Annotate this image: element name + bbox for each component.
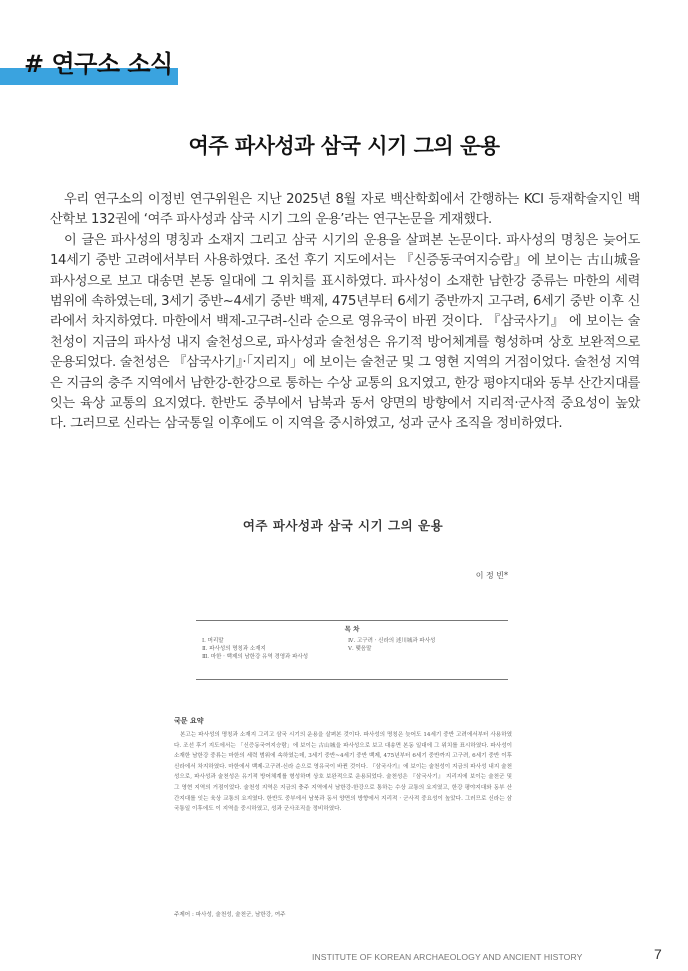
page-number: 7	[654, 946, 662, 962]
paper-page-image	[168, 508, 518, 938]
article-body	[50, 190, 640, 435]
paper-toc	[196, 620, 508, 680]
toc-item: Ⅳ. 고구려 · 신라의 述川城과 파사성	[348, 638, 436, 644]
toc-item: Ⅰ. 머리말	[202, 638, 224, 644]
toc-item: Ⅲ. 마한 · 백제의 남한강 유역 경영과 파사성	[202, 654, 309, 660]
toc-left-column	[202, 637, 308, 661]
paper-keywords: 주제어 : 파사성, 술천성, 술천군, 남한강, 여주	[174, 912, 286, 918]
paper-title: 여주 파사성과 삼국 시기 그의 운용	[242, 518, 444, 533]
abstract-heading: 국문 요약	[174, 716, 204, 725]
body-paragraph-1: 우리 연구소의 이정빈 연구위원은 지난 2025년 8월 자로 백산학회에서 간행하는 KCI 등재학술지인 백산학보 132권에 ‘여주 파사성과 삼국 시기 그의 운용’라는 연구논문을 게재했다.	[50, 192, 640, 228]
toc-heading: 목 차	[344, 625, 360, 633]
toc-right-column	[348, 637, 435, 653]
toc-item: Ⅴ. 맺음말	[348, 646, 372, 652]
article-title: 여주 파사성과 삼국 시기 그의 운용	[188, 134, 500, 158]
toc-item: Ⅱ. 파사성의 명칭과 소재지	[202, 646, 266, 652]
page-footer: INSTITUTE OF KOREAN ARCHAEOLOGY AND ANCIENT HISTORY	[312, 952, 583, 962]
body-paragraph-2: 이 글은 파사성의 명칭과 소재지 그리고 삼국 시기의 운용을 살펴본 논문이다. 파사성의 명칭은 늦어도 14세기 중반 고려에서부터 사용하였다. 조선 후기 지도에서는 『신증동국여지승람』에 보이는 古山城을 파사성으로 보고 대송면 본동 일대에 그 위치를 표시하였다. 파사성이 소재한 남한강 중류는 마한의 세력 범위에 속하였는데, 3세기 중반~4세기 중반 백제, 475년부터 6세기 중반까지 고구려, 6세기 중반 이후 신라에서 차지하였다. 마한에서 백제-고구려-신라 순으로 영유국이 바뀐 것이다. 『삼국사기』 에 보이는 술천성이 지금의 파사성 내지 술천성으로, 파사성과 술천성은 유기적 방어체계를 형성하며 상호 보완적으로 운용되었다. 술천성은 『삼국사기』·「지리지」에 보이는 술천군 및 그 영현 지역의 거점이었다. 술천성 지역은 지금의 충주 지역에서 남한강-한강으로 통하는 수상 교통의 요지였고, 한강 평야지대와 동부 산간지대를 잇는 육상 교통의 요지였다. 한반도 중부에서 남북과 동서 양면의 방향에서 지리적·군사적 중요성이 높았다. 그러므로 신라는 삼국통일 이후에도 이 지역을 중시하였고, 성과 군사 조직을 정비하였다.	[50, 232, 640, 432]
paper-author: 이 정 빈*	[475, 571, 508, 580]
section-tag: # 연구소 소식	[24, 50, 173, 78]
abstract-text	[174, 730, 512, 815]
abstract-paragraph: 본고는 파사성의 명칭과 소재지 그리고 삼국 시기의 운용을 살펴본 것이다. 파사성의 명칭은 늦어도 14세기 중반 고려에서부터 사용하였다. 조선 후기 지도에서는 「신증동국여지승람」에 보이는 古山城을 파사성으로 보고 대송면 본동 일대에 그 위치를 표시하였다. 파사성이 소재한 남한강 중류는 마한의 세력 범위에 속하였는데, 3세기 중반~4세기 중반 백제, 475년부터 6세기 중반까지 고구려, 6세기 중반 이후 신라에서 차지하였다. 마한에서 백제-고구려-신라 순으로 영유국이 바뀐 것이다. 『삼국사기』에 보이는 술천성이 지금의 파사성 내지 술천성으로, 파사성과 술천성은 유기적 방어체계를 형성하며 상호 보완적으로 운용되었다. 술천성은 『삼국사기』 지리지에 보이는 술천군 및 그 영현 지역의 거점이었다. 술천성 지역은 지금의 충주 지역에서 남한강-한강으로 통하는 수상 교통의 요지였고, 한강 평야지대와 동부 산간지대를 잇는 육상 교통의 요지였다. 한반도 중부에서 남북과 동서 양면의 방향에서 지리적 · 군사적 중요성이 높았다. 그러므로 신라는 삼국통일 이후에도 이 지역을 중시하였고, 성과 군사조직을 정비하였다.	[174, 732, 512, 813]
